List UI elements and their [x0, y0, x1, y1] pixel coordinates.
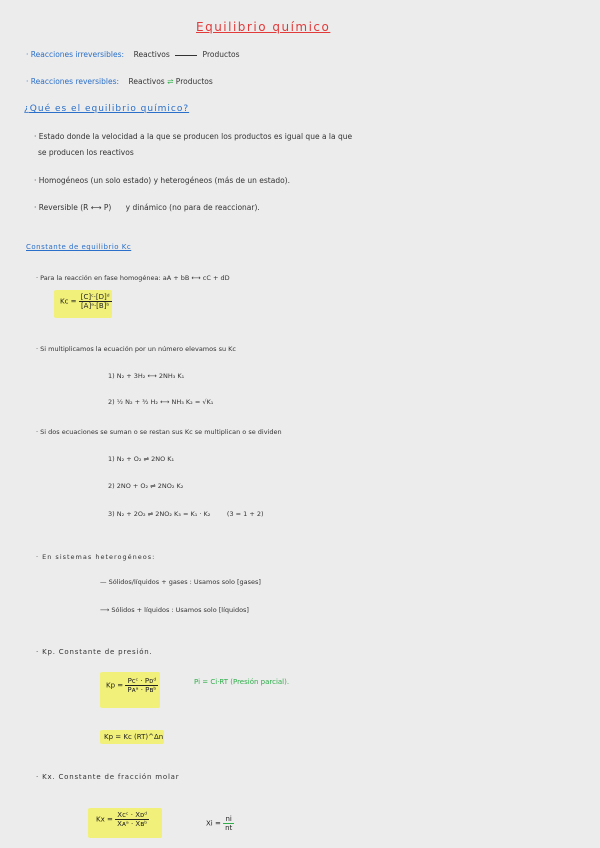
- kx-denominator: Xᴀᵃ · Xʙᵇ: [117, 820, 148, 828]
- sum-example-3: [108, 510, 264, 518]
- reversible-left: Reactivos: [128, 77, 165, 86]
- irreversible-label: Reacciones irreversibles:: [30, 50, 125, 59]
- arrow-right-icon: [175, 55, 197, 56]
- heterogeneous-rule-2: ⟶ Sólidos + líquidos : Usamos solo [líquidos]: [100, 606, 249, 614]
- mole-fraction-formula: [206, 815, 234, 832]
- kc-fraction: [79, 293, 112, 310]
- equilibrium-arrow-icon: ⇌: [167, 77, 174, 86]
- kx-numerator: Xᴄᶜ · Xᴅᵈ: [115, 811, 149, 820]
- multiply-example-2: 2) ½ N₂ + ³⁄₂ H₂ ⟷ NH₃ K₂ = √K₁: [108, 398, 214, 406]
- section-heading-what-is: ¿Qué es el equilibrio químico?: [24, 104, 190, 114]
- section-heading-kc: Constante de equilibrio Kc: [26, 243, 132, 251]
- heterogeneous-rule-2-text: Sólidos + líquidos : Usamos solo [líquidos]: [111, 606, 249, 614]
- multiply-rule-line: · Si multiplicamos la ecuación por un número elevamos su Kc: [36, 345, 236, 353]
- kc-formula: [60, 293, 112, 310]
- heterogeneous-title-line: · En sistemas heterogéneos:: [36, 553, 156, 561]
- kp-denominator: Pᴀᵃ · Pʙᵇ: [127, 686, 157, 694]
- reversible-line: [26, 77, 213, 86]
- dynamic-text: y dinámico (no para de reaccionar).: [125, 203, 260, 212]
- sum-rule-line: · Si dos ecuaciones se suman o se restan sus Kc se multiplican o se dividen: [36, 428, 282, 436]
- kc-denominator: [A]ᵃ·[B]ᵇ: [80, 302, 110, 310]
- bullet: ·: [26, 77, 31, 86]
- definition-line-1: · Estado donde la velocidad a la que se producen los productos es igual que a la que: [34, 132, 353, 141]
- kp-numerator: Pᴄᶜ · Pᴅᵈ: [125, 677, 158, 686]
- mole-fraction-denominator: nt: [225, 824, 233, 832]
- definition-text-1: Estado donde la velocidad a la que se producen los productos es igual que a la que: [38, 132, 353, 141]
- homogeneous-reaction-line: · Para la reacción en fase homogénea: aA + bB ⟷ cC + dD: [36, 274, 230, 282]
- kp-relation: Kp = Kc (RT)^Δn: [104, 733, 164, 741]
- kp-title: Kp. Constante de presión.: [42, 648, 153, 656]
- sum-rule-text: Si dos ecuaciones se suman o se restan sus Kc se multiplican o se dividen: [40, 428, 282, 436]
- mole-fraction-fraction: [223, 815, 234, 832]
- kc-lhs: Kc =: [60, 297, 77, 306]
- kx-fraction: [115, 811, 149, 828]
- bullet: ·: [26, 50, 31, 59]
- sum-example-1: 1) N₂ + O₂ ⇌ 2NO K₁: [108, 455, 175, 463]
- kp-title-line: · Kp. Constante de presión.: [36, 648, 153, 656]
- reversible-dynamic-line: · Reversible (R ⟷ P) y dinámico (no para de reaccionar).: [34, 203, 260, 212]
- kp-fraction: [125, 677, 158, 694]
- multiply-rule-text: Si multiplicamos la ecuación por un número elevamos su Kc: [40, 345, 236, 353]
- sum-example-2: 2) 2NO + O₂ ⇌ 2NO₂ K₂: [108, 482, 184, 490]
- multiply-example-1: 1) N₂ + 3H₂ ⟷ 2NH₃ K₁: [108, 372, 185, 380]
- sum-example-3-note: (3 = 1 + 2): [226, 510, 264, 518]
- partial-pressure-note: Pi = Ci·RT (Presión parcial).: [194, 678, 290, 686]
- definition-line-2: se producen los reactivos: [38, 148, 134, 157]
- reversible-right: Productos: [175, 77, 213, 86]
- kp-formula: [106, 677, 158, 694]
- kx-formula: [96, 811, 149, 828]
- irreversible-line: [26, 50, 240, 59]
- irreversible-left: Reactivos: [133, 50, 170, 59]
- homogeneous-text: Homogéneos (un solo estado) y heterogéneos (más de un estado).: [38, 176, 290, 185]
- reversible-text: Reversible (R ⟷ P): [38, 203, 112, 212]
- kp-lhs: Kp =: [106, 681, 124, 690]
- heterogeneous-rule-1-text: Sólidos/líquidos + gases : Usamos solo [gases]: [108, 578, 261, 586]
- heterogeneous-title: En sistemas heterogéneos:: [42, 553, 156, 561]
- reversible-label: Reacciones reversibles:: [30, 77, 119, 86]
- kx-lhs: Kx =: [96, 815, 113, 824]
- kx-title-line: · Kx. Constante de fracción molar: [36, 773, 180, 781]
- mole-fraction-numerator: ni: [223, 815, 234, 824]
- irreversible-right: Productos: [202, 50, 240, 59]
- page-title: Equilibrio químico: [196, 20, 331, 34]
- heterogeneous-rule-1: — Sólidos/líquidos + gases : Usamos solo [gases]: [100, 578, 261, 586]
- kx-title: Kx. Constante de fracción molar: [42, 773, 180, 781]
- homogeneous-reaction-text: Para la reacción en fase homogénea: aA + bB ⟷ cC + dD: [40, 274, 230, 282]
- mole-fraction-lhs: Xi =: [206, 819, 221, 828]
- homogeneous-line: · Homogéneos (un solo estado) y heterogéneos (más de un estado).: [34, 176, 290, 185]
- sum-example-3-text: 3) N₂ + 2O₂ ⇌ 2NO₂ K₃ = K₁ · K₂: [108, 510, 211, 518]
- kc-numerator: [C]ᶜ·[D]ᵈ: [80, 293, 110, 301]
